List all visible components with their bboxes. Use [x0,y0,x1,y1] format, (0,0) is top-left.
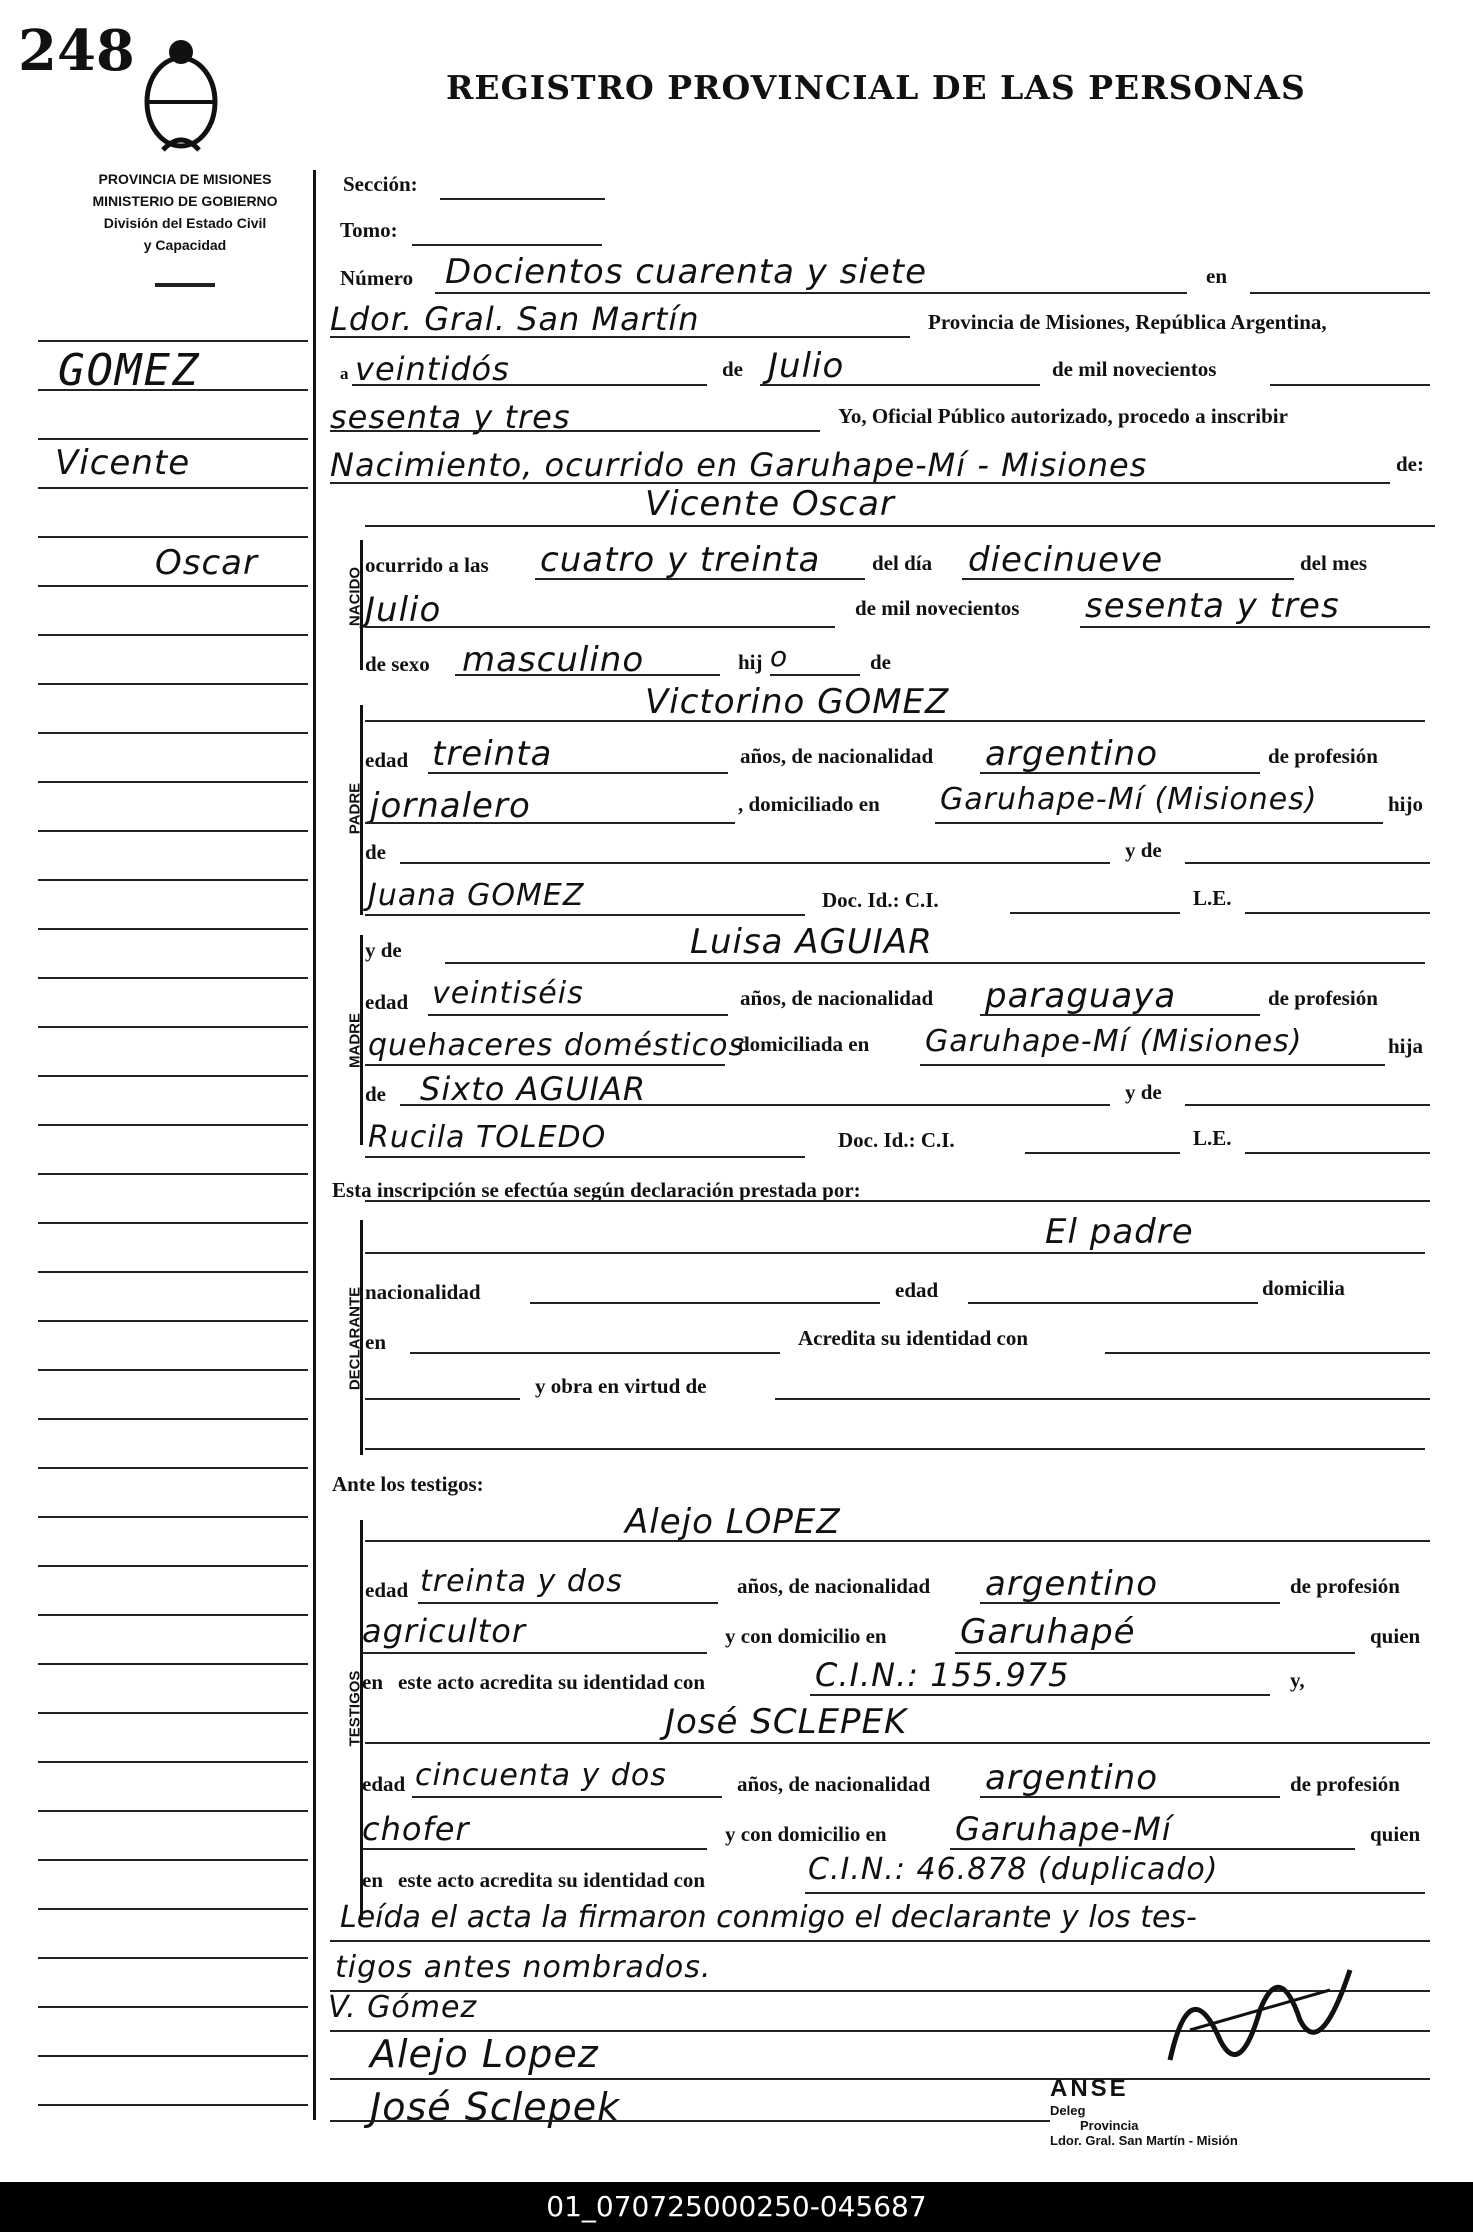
margin-rule [38,1369,308,1371]
label-de-sexo: de sexo [365,652,430,676]
field-anio: sesenta y tres [1085,586,1340,626]
field-madre-prof: quehaceres domésticos [368,1028,746,1063]
field-hij-suffix: o [770,640,789,673]
margin-surname: GOMEZ [58,345,201,396]
label-acredita: Acredita su identidad con [798,1326,1029,1350]
field-mes: Julio [365,590,442,630]
label-de-abuelo-paterno: de [365,840,386,864]
label-en-t2: en [362,1868,383,1892]
label-domicilia: domicilia [1262,1276,1345,1300]
label-declaracion: Esta inscripción se efectúa según declaración prestada por: [332,1178,861,1202]
margin-rule [38,1271,308,1273]
label-este-acto-t1: este acto acredita su identidad con [398,1670,706,1694]
field-madre-edad: veintiséis [432,976,584,1011]
agency-line: División del Estado Civil [103,215,267,231]
label-le-madre: L.E. [1193,1126,1232,1150]
margin-rule [38,1075,308,1077]
closing-line-1: Leída el acta la firmaron conmigo el declarante y los tes- [340,1900,1197,1935]
label-con-dom-t2: y con domicilio en [725,1822,887,1846]
margin-rule [38,438,308,440]
field-padre-edad: treinta [432,734,553,774]
side-label-nacido: NACIDO [346,566,364,627]
label-de-colon: de: [1396,452,1424,476]
margin-rule [38,830,308,832]
label-anios-nac-madre: años, de nacionalidad [740,986,934,1010]
label-domiciliado: , domiciliado en [738,792,880,816]
margin-rule [38,781,308,783]
field-madre-padre: Sixto AGUIAR [420,1070,647,1108]
margin-rule [38,1173,308,1175]
field-t1-nac: argentino [985,1564,1158,1604]
stamp-line: Ldor. Gral. San Martín - Misión [1050,2133,1238,2148]
label-de-abuelo-materno: de [365,1082,386,1106]
label-y-de-abuela: y de [1125,1080,1162,1104]
margin-rule [38,1761,308,1763]
label-con-dom-t1: y con domicilio en [725,1624,887,1648]
label-tomo: Tomo: [340,218,398,242]
label-del-mes: del mes [1300,551,1368,575]
label-nacionalidad: nacionalidad [365,1280,481,1304]
margin-rule [38,2006,308,2008]
official-signature-icon [1160,1950,1360,2080]
margin-rule [38,879,308,881]
label-en-declarante: en [365,1330,386,1354]
field-padre-prof: jornalero [370,786,531,826]
side-label-madre: MADRE [346,1013,364,1068]
label-domiciliada: domiciliada en [738,1032,870,1056]
signature-declarante: V. Gómez [328,1990,478,2025]
field-t1-edad: treinta y dos [420,1564,623,1599]
label-edad-t2: edad [362,1772,406,1796]
label-a: a [340,364,349,383]
side-label-testigos: TESTIGOS [346,1670,364,1747]
label-obra: y obra en virtud de [535,1374,707,1398]
page-number: 248 [18,18,135,84]
label-anios-nac-padre: años, de nacionalidad [740,744,934,768]
label-de-padre: de [870,650,891,674]
margin-rule [38,1222,308,1224]
field-t1-doc: C.I.N.: 155.975 [815,1656,1070,1694]
margin-rule [38,1614,308,1616]
margin-rule [38,1663,308,1665]
margin-rule [38,732,308,734]
label-en: en [1206,264,1227,288]
label-edad-madre: edad [365,990,409,1014]
field-madre: Luisa AGUIAR [690,922,933,962]
label-prof-t2: de profesión [1290,1772,1400,1796]
margin-rule [38,1908,308,1910]
margin-rule [38,634,308,636]
label-este-acto-t2: este acto acredita su identidad con [398,1868,706,1892]
label-anios-nac-t2: años, de nacionalidad [737,1772,931,1796]
label-provincia: Provincia de Misiones, República Argentina, [928,310,1327,334]
field-dia-acta: veintidós [355,350,510,388]
label-prof-t1: de profesión [1290,1574,1400,1598]
label-en-t1: en [362,1670,383,1694]
label-y-de-padre: y de [1125,838,1162,862]
agency-line: PROVINCIA DE MISIONES [98,171,272,187]
field-t1-prof: agricultor [362,1612,527,1650]
coat-of-arms-icon [138,30,224,160]
field-t2-nac: argentino [985,1758,1158,1798]
field-padre-nac: argentino [985,734,1158,774]
field-inscripcion: Nacimiento, ocurrido en Garuhape-Mí - Misiones [330,446,1148,484]
label-ocurrido: ocurrido a las [365,553,489,577]
label-hija: hija [1388,1034,1424,1058]
label-de-mil-nov: de mil novecientos [855,596,1020,620]
margin-rule [38,340,308,342]
field-padre-dom: Garuhape-Mí (Misiones) [940,782,1318,817]
field-hora: cuatro y treinta [540,540,821,580]
stamp-line: ANSE [1050,2075,1129,2102]
label-oficial: Yo, Oficial Público autorizado, procedo a inscribir [838,404,1288,428]
margin-rule [38,683,308,685]
field-t2-dom: Garuhape-Mí [955,1810,1172,1848]
label-quien-t2: quien [1370,1822,1421,1846]
field-lugar: Ldor. Gral. San Martín [330,300,700,338]
label-numero: Número [340,266,414,290]
label-hij: hij [738,650,763,674]
label-le-padre: L.E. [1193,886,1232,910]
label-edad-padre: edad [365,748,409,772]
closing-line-2: tigos antes nombrados. [335,1950,712,1985]
field-t1-dom: Garuhapé [960,1612,1136,1652]
field-t2-doc: C.I.N.: 46.878 (duplicado) [808,1852,1219,1887]
margin-rule [38,2104,308,2106]
field-mes-acta: Julio [768,346,845,386]
margin-rule [38,977,308,979]
margin-rule [38,1026,308,1028]
label-prof-madre: de profesión [1268,986,1378,1010]
stamp-line: Provincia [1080,2118,1139,2133]
margin-rule [38,1320,308,1322]
field-testigo-1: Alejo LOPEZ [625,1502,841,1542]
side-label-padre: PADRE [346,782,364,835]
signature-testigo-1: Alejo Lopez [370,2032,599,2076]
side-label-declarante: DECLARANTE [346,1286,364,1391]
label-hijo: hijo [1388,792,1424,816]
field-anio-acta: sesenta y tres [330,398,571,436]
field-dia: diecinueve [968,540,1164,580]
footer-code: 01_070725000250-045687 [0,2182,1473,2232]
margin-rule [38,1859,308,1861]
label-doc-id-padre: Doc. Id.: C.I. [822,888,939,912]
margin-rule [38,1712,308,1714]
field-nombre: Vicente Oscar [645,484,895,524]
field-t2-prof: chofer [362,1810,470,1848]
label-de-mil: de mil novecientos [1052,357,1217,381]
margin-rule [38,536,308,538]
label-doc-id-madre: Doc. Id.: C.I. [838,1128,955,1152]
field-testigo-2: José SCLEPEK [665,1702,908,1742]
label-de: de [722,357,743,381]
margin-second-name: Oscar [155,543,258,583]
margin-rule [38,487,308,489]
label-del-dia: del día [872,551,933,575]
label-edad-t1: edad [365,1578,409,1602]
margin-rule [38,928,308,930]
label-testigos: Ante los testigos: [332,1472,484,1496]
label-edad-declarante: edad [895,1278,939,1302]
field-madre-madre: Rucila TOLEDO [368,1120,607,1155]
margin-rule [38,2055,308,2057]
margin-rule [38,585,308,587]
field-t2-edad: cincuenta y dos [415,1758,667,1793]
margin-rule [38,1565,308,1567]
agency-line: MINISTERIO DE GOBIERNO [92,193,278,209]
agency-block [40,168,330,256]
margin-rule [38,389,308,391]
margin-rule [38,1418,308,1420]
label-prof-padre: de profesión [1268,744,1378,768]
signature-testigo-2: José Sclepek [370,2085,621,2129]
margin-rule [38,1516,308,1518]
margin-first-name: Vicente [55,443,191,483]
official-stamp [1050,2075,1238,2148]
field-madre-nac: paraguaya [985,976,1177,1016]
margin-rule [38,1957,308,1959]
label-quien-t1: quien [1370,1624,1421,1648]
stamp-line: Deleg [1050,2103,1086,2118]
margin-rule [38,1124,308,1126]
label-y-coma: y, [1290,1668,1305,1692]
field-madre-dom: Garuhape-Mí (Misiones) [925,1024,1303,1059]
agency-line: y Capacidad [143,237,227,253]
field-padre-madre: Juana GOMEZ [368,878,585,913]
label-anios-nac-t1: años, de nacionalidad [737,1574,931,1598]
label-seccion: Sección: [343,172,418,196]
field-numero: Docientos cuarenta y siete [445,252,927,292]
field-padre: Victorino GOMEZ [645,682,950,722]
field-declarante: El padre [1045,1212,1194,1252]
page-title: REGISTRO PROVINCIAL DE LAS PERSONAS [446,68,1306,107]
margin-rule [38,1467,308,1469]
margin-rule [38,1810,308,1812]
field-sexo: masculino [462,640,645,680]
label-y-de-madre: y de [365,938,402,962]
